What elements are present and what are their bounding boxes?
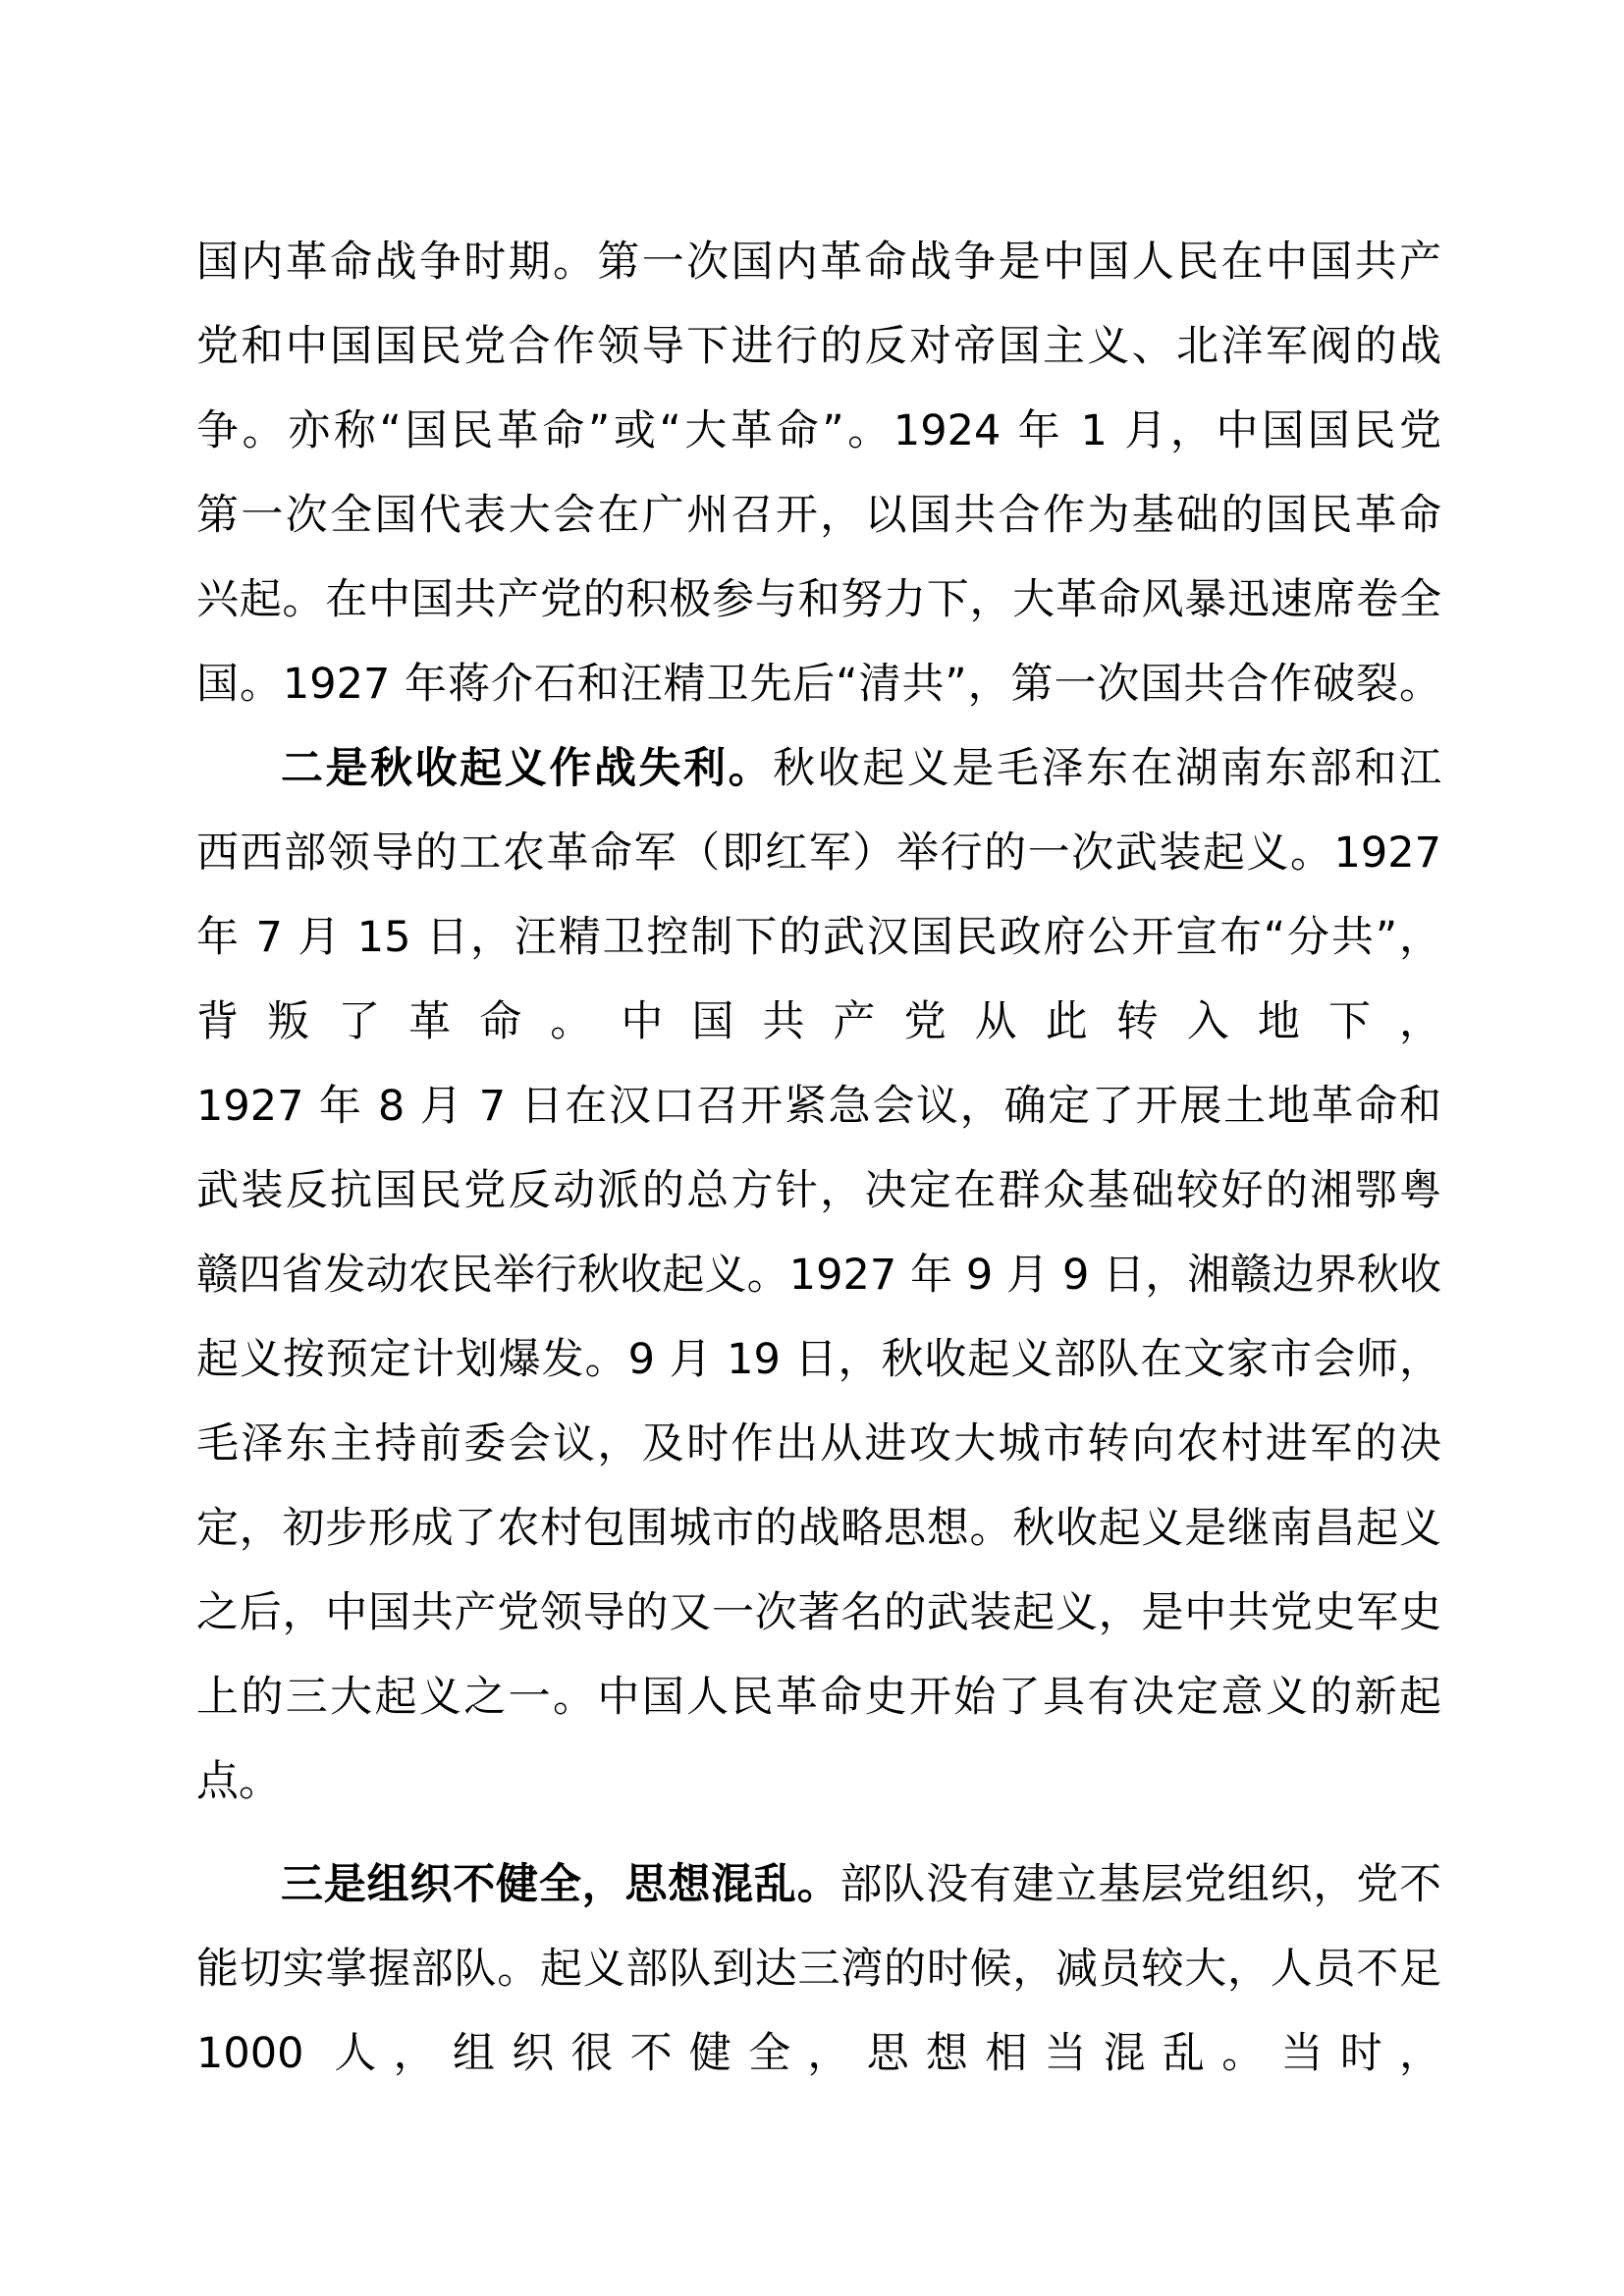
- text-line: 西西部领导的工农革命军（即红军）举行的一次武装起义。1927: [196, 828, 1441, 878]
- paragraph-3: [196, 1842, 1441, 2096]
- text-line: 1927 年 8 月 7 日在汉口召开紧急会议，确定了开展土地革命和: [196, 1082, 1441, 1131]
- text-line: 点。: [196, 1757, 281, 1806]
- text-line: 1000 人，组织很不健全，思想相当混乱。当时，: [196, 2029, 1441, 2078]
- paragraph-text: 部队没有建立基层党组织，党不: [839, 1860, 1441, 1909]
- text-line: 起义按预定计划爆发。9 月 19 日，秋收起义部队在文家市会师，: [196, 1335, 1441, 1384]
- paragraph-1: [196, 220, 1441, 726]
- text-line: 兴起。在中国共产党的积极参与和努力下，大革命风暴迅速席卷全: [196, 575, 1441, 624]
- text-line: 赣四省发动农民举行秋收起义。1927 年 9 月 9 日，湘赣边界秋收: [196, 1251, 1441, 1300]
- text-line: 国内革命战争时期。第一次国内革命战争是中国人民在中国共产: [196, 238, 1441, 287]
- text-line: 武装反抗国民党反动派的总方针，决定在群众基础较好的湘鄂粤: [196, 1166, 1441, 1215]
- paragraph-text: 秋收起义是毛泽东在湖南东部和江: [773, 744, 1441, 793]
- paragraph-lead-heading: 三是组织不健全，思想混乱。: [281, 1860, 840, 1909]
- document-body: [196, 220, 1441, 2096]
- paragraph-lead-heading: 二是秋收起义作战失利。: [281, 744, 774, 793]
- text-line: 之后，中国共产党领导的又一次著名的武装起义，是中共党史军史: [196, 1588, 1441, 1637]
- text-line: 争。亦称“国民革命”或“大革命”。1924 年 1 月，中国国民党: [196, 406, 1441, 455]
- text-line: 定，初步形成了农村包围城市的战略思想。秋收起义是继南昌起义: [196, 1504, 1441, 1553]
- text-line: 年 7 月 15 日，汪精卫控制下的武汉国民政府公开宣布“分共”，: [196, 913, 1441, 962]
- text-line: 能切实掌握部队。起义部队到达三湾的时候，减员较大，人员不足: [196, 1945, 1441, 1994]
- text-line: 毛泽东主持前委会议，及时作出从进攻大城市转向农村进军的决: [196, 1419, 1441, 1468]
- text-line: 背叛了革命。中国共产党从此转入地下，: [196, 997, 1441, 1046]
- paragraph-2: [196, 726, 1441, 1824]
- text-line: 第一次全国代表大会在广州召开，以国共合作为基础的国民革命: [196, 491, 1441, 540]
- text-line: [196, 1842, 1441, 1927]
- text-line: [196, 726, 1441, 811]
- text-line: 党和中国国民党合作领导下进行的反对帝国主义、北洋军阀的战: [196, 322, 1441, 371]
- text-line: 上的三大起义之一。中国人民革命史开始了具有决定意义的新起: [196, 1673, 1441, 1722]
- text-line: 国。1927 年蒋介石和汪精卫先后“清共”，第一次国共合作破裂。: [196, 660, 1441, 709]
